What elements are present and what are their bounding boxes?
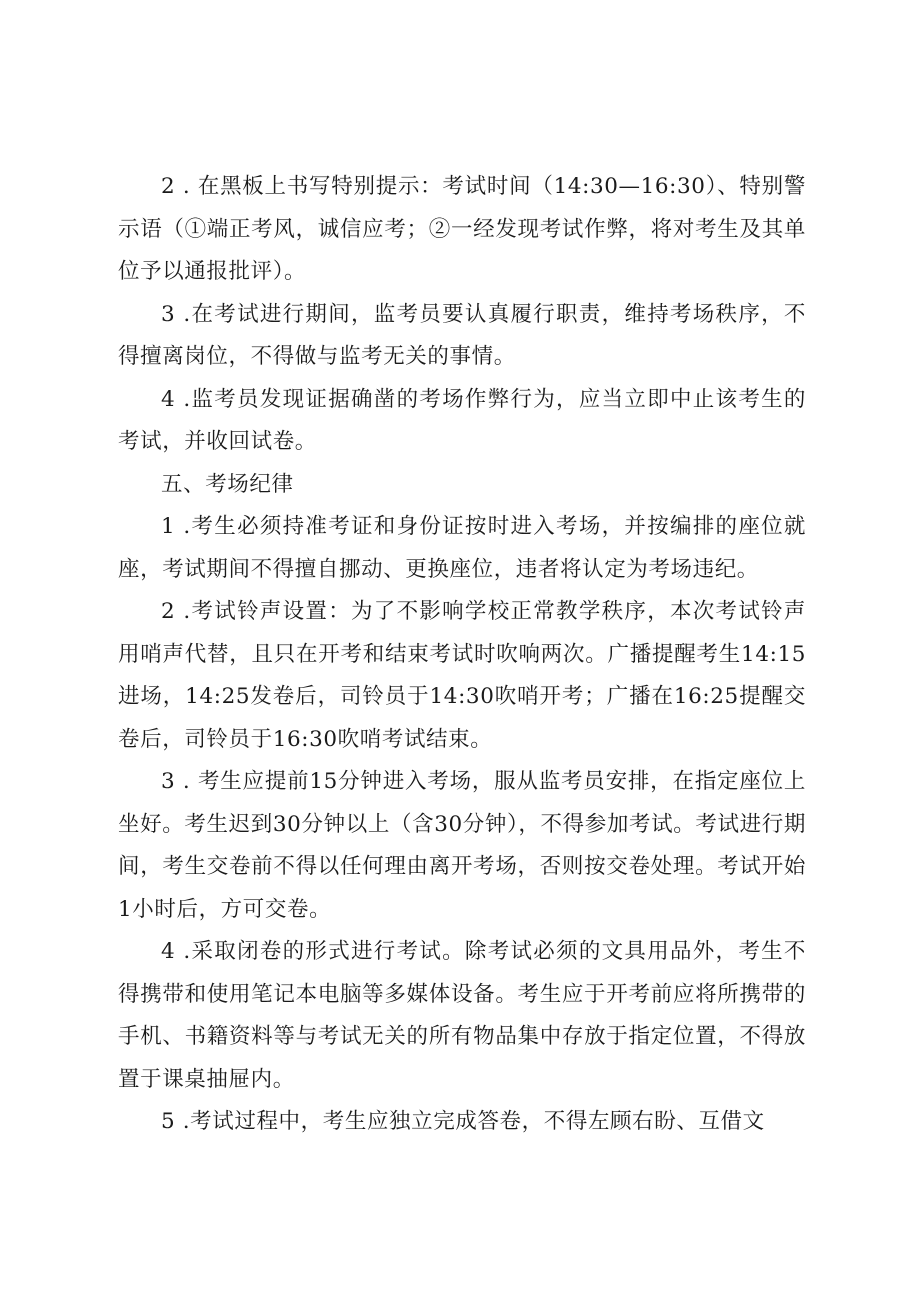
paragraph-independent-work: 5 .考试过程中，考生应独立完成答卷，不得左顾右盼、互借文 (161, 1109, 765, 1134)
paragraph-bell-settings: 2 .考试铃声设置：为了不影响学校正常教学秩序，本次考试铃声用哨声代替，且只在开考和结束考试时吹响两次。广播提醒考生14:15进场，14:25发卷后，司铃员于14:30吹哨开考；广播在16:25提醒交卷后，司铃员于16:30吹哨考试结束。 (118, 599, 806, 752)
section-heading-exam-discipline: 五、考场纪律 (161, 471, 294, 497)
paragraph-seating-rule: 1 .考生必须持准考证和身份证按时进入考场，并按编排的座位就座，考试期间不得擅自挪动、更换座位，违者将认定为考场违纪。 (118, 514, 806, 582)
paragraph-blackboard-notice: 2 . 在黑板上书写特别提示：考试时间（14:30—16:30）、特别警示语（①端正考风，诚信应考；②一经发现考试作弊，将对考生及其单位予以通报批评）。 (118, 174, 806, 284)
document-body (118, 166, 806, 1144)
paragraph-arrival-rule: 3 . 考生应提前15分钟进入考场，服从监考员安排，在指定座位上坐好。考生迟到30分钟以上（含30分钟），不得参加考试。考试进行期间，考生交卷前不得以任何理由离开考场，否则按交卷处理。考试开始1小时后，方可交卷。 (118, 769, 806, 922)
paragraph-closed-book-rule: 4 .采取闭卷的形式进行考试。除考试必须的文具用品外，考生不得携带和使用笔记本电脑等多媒体设备。考生应于开考前应将所携带的手机、书籍资料等与考试无关的所有物品集中存放于指定位置，不得放置于课桌抽屉内。 (118, 939, 806, 1092)
paragraph-cheating-handling: 4 .监考员发现证据确凿的考场作弊行为，应当立即中止该考生的考试，并收回试卷。 (118, 386, 806, 454)
paragraph-invigilator-duties: 3 .在考试进行期间，监考员要认真履行职责，维持考场秩序，不得擅离岗位，不得做与监考无关的事情。 (118, 301, 806, 369)
